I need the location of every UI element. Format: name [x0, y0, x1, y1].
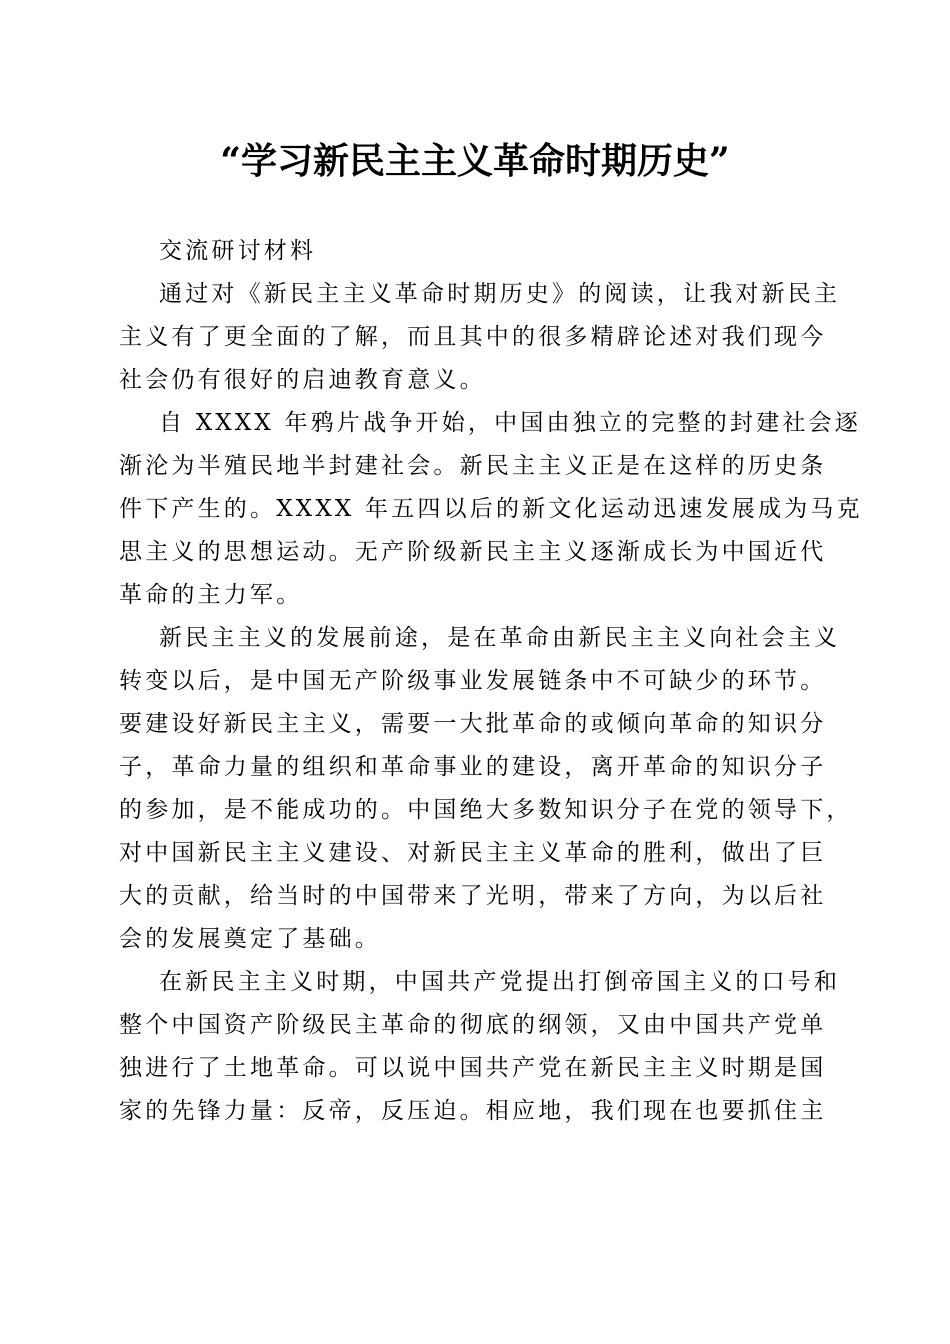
paragraph-line: 在新民主主义时期，中国共产党提出打倒帝国主义的口号和 — [159, 969, 841, 995]
paragraph-line: 革命的主力军。 — [119, 582, 303, 608]
paragraph-line: 要建设好新民主主义，需要一大批革命的或倾向革命的知识分 — [119, 711, 827, 737]
paragraph-line: 思主义的思想运动。无产阶级新民主主义逐渐成长为中国近代 — [119, 539, 827, 565]
paragraph-line: 对中国新民主主义建设、对新民主主义革命的胜利，做出了巨 — [119, 840, 827, 866]
paragraph-line: 自 XXXX 年鸦片战争开始，中国由独立的完整的封建社会逐 — [159, 410, 861, 436]
paragraph-line: 的参加，是不能成功的。中国绝大多数知识分子在党的领导下， — [119, 797, 853, 823]
paragraph-line: 子，革命力量的组织和革命事业的建设，离开革命的知识分子 — [119, 754, 827, 780]
paragraph-line: 渐沦为半殖民地半封建社会。新民主主义正是在这样的历史条 — [119, 453, 827, 479]
paragraph-line: 新民主主义的发展前途，是在革命由新民主主义向社会主义 — [159, 625, 841, 651]
paragraph-line: 件下产生的。XXXX 年五四以后的新文化运动迅速发展成为马克 — [119, 496, 863, 522]
paragraph-line: 主义有了更全面的了解，而且其中的很多精辟论述对我们现今 — [119, 324, 827, 350]
paragraph-1 — [119, 273, 839, 402]
paragraph-line: 社会仍有很好的启迪教育意义。 — [119, 367, 486, 393]
paragraph-line: 通过对《新民主主义革命时期历史》的阅读，让我对新民主 — [159, 281, 841, 307]
paragraph-4 — [119, 961, 839, 1133]
paragraph-line: 家的先锋力量：反帝，反压迫。相应地，我们现在也要抓住主 — [119, 1098, 827, 1124]
document-subtitle: 交流研讨材料 — [159, 238, 317, 264]
paragraph-line: 整个中国资产阶级民主革命的彻底的纲领，又由中国共产党单 — [119, 1012, 827, 1038]
document-title: “学习新民主主义革命时期历史” — [220, 140, 730, 182]
paragraph-line: 大的贡献，给当时的中国带来了光明，带来了方向，为以后社 — [119, 883, 827, 909]
paragraph-3 — [119, 617, 853, 961]
document-body — [119, 230, 863, 1133]
paragraph-line: 会的发展奠定了基础。 — [119, 926, 381, 952]
paragraph-line: 独进行了土地革命。可以说中国共产党在新民主主义时期是国 — [119, 1055, 827, 1081]
paragraph-2 — [119, 402, 863, 617]
paragraph-line: 转变以后，是中国无产阶级事业发展链条中不可缺少的环节。 — [119, 668, 827, 694]
